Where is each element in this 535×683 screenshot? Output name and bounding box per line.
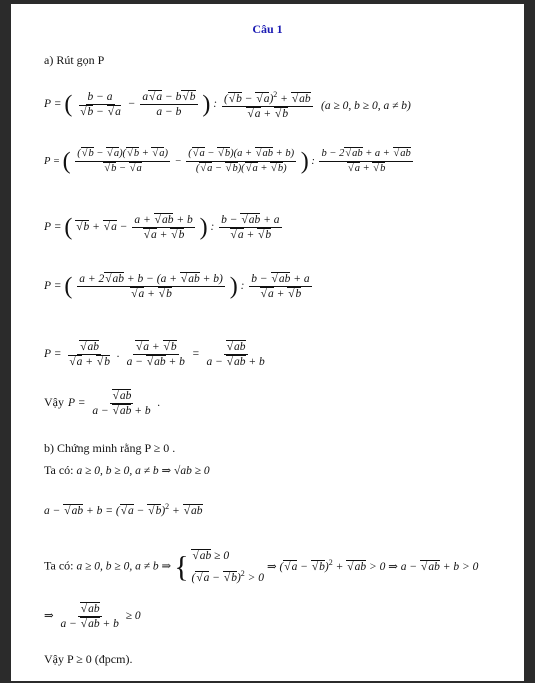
formula-step-3: P = ( √ b + √ a − a + √ ab + b √ a + √ b ) : b − √ ab + a √ a + √ b <box>44 213 284 242</box>
formula-step-5: P = √ ab √ a + √ b . √ $\frac{a + √ b}{a - √ ab + b}$ = √ $\frac{ab}{a - √ ab + b}$ <box>44 340 269 369</box>
implication-formula: ⇒ √ $\frac{ab}{a - √ ab + b}$ ≥ 0 <box>44 602 141 631</box>
taco-2-condition: a ≥ 0, b ≥ 0, a ≠ b ⇒ <box>76 560 172 573</box>
formula-step-2: P = ( (√ b − √ a)(√ b + √ a) √ b − √ a − $\frac{(√ a - √ b)(a + √ ab + b)}{(√ a - √ b)(√ a + √ b)}$ ) : b − 2√ ab + a + √ ab √ a + √ b <box>44 147 415 176</box>
formula-step-1: P = ( b − a √ b − √ a − $\frac{a√ a - b√ b}{a - b}$ ) : (√ b − √ a)$^2$ + √ ab √ a + √ b <box>44 88 315 121</box>
taco-1-prefix: Ta có: <box>44 463 74 477</box>
document-page <box>11 4 524 681</box>
part-b-heading: b) Chứng minh rằng P ≥ 0 . <box>44 441 176 455</box>
taco-line-2: Ta có: a ≥ 0, b ≥ 0, a ≠ b ⇒ { √ ab ≥ 0 (√ a − √ b)$^2$ > 0 ⇒ (√ a − √ b)$^2$ + √ ab > 0 ⇒ a − √ ab + b > 0 <box>44 547 478 587</box>
taco-2-prefix: Ta có: <box>44 558 74 573</box>
taco-1-condition: a ≥ 0, b ≥ 0, a ≠ b ⇒ √ab ≥ 0 <box>76 465 210 477</box>
conclusion-a-prefix: Vậy <box>44 395 64 410</box>
condition-text: (a ≥ 0, b ≥ 0, a ≠ b) <box>321 100 411 112</box>
formula-step-4: P = ( a + 2√ ab + b − (a + √ ab + b) √ a + √ b ) : b − √ ab + a √ a + √ b <box>44 272 314 301</box>
taco-line-1 <box>44 463 210 478</box>
part-a-heading: a) Rút gọn P <box>44 53 105 67</box>
question-title: Câu 1 <box>252 22 283 36</box>
conclusion-a: Vậy P = √ $\frac{ab}{a - √ ab + b}$ . <box>44 389 160 418</box>
final-conclusion: Vậy P ≥ 0 (đpcm). <box>44 652 133 666</box>
identity-formula: a − √ ab + b = (√ a − √ b)$^2$ + √ ab <box>44 502 203 517</box>
